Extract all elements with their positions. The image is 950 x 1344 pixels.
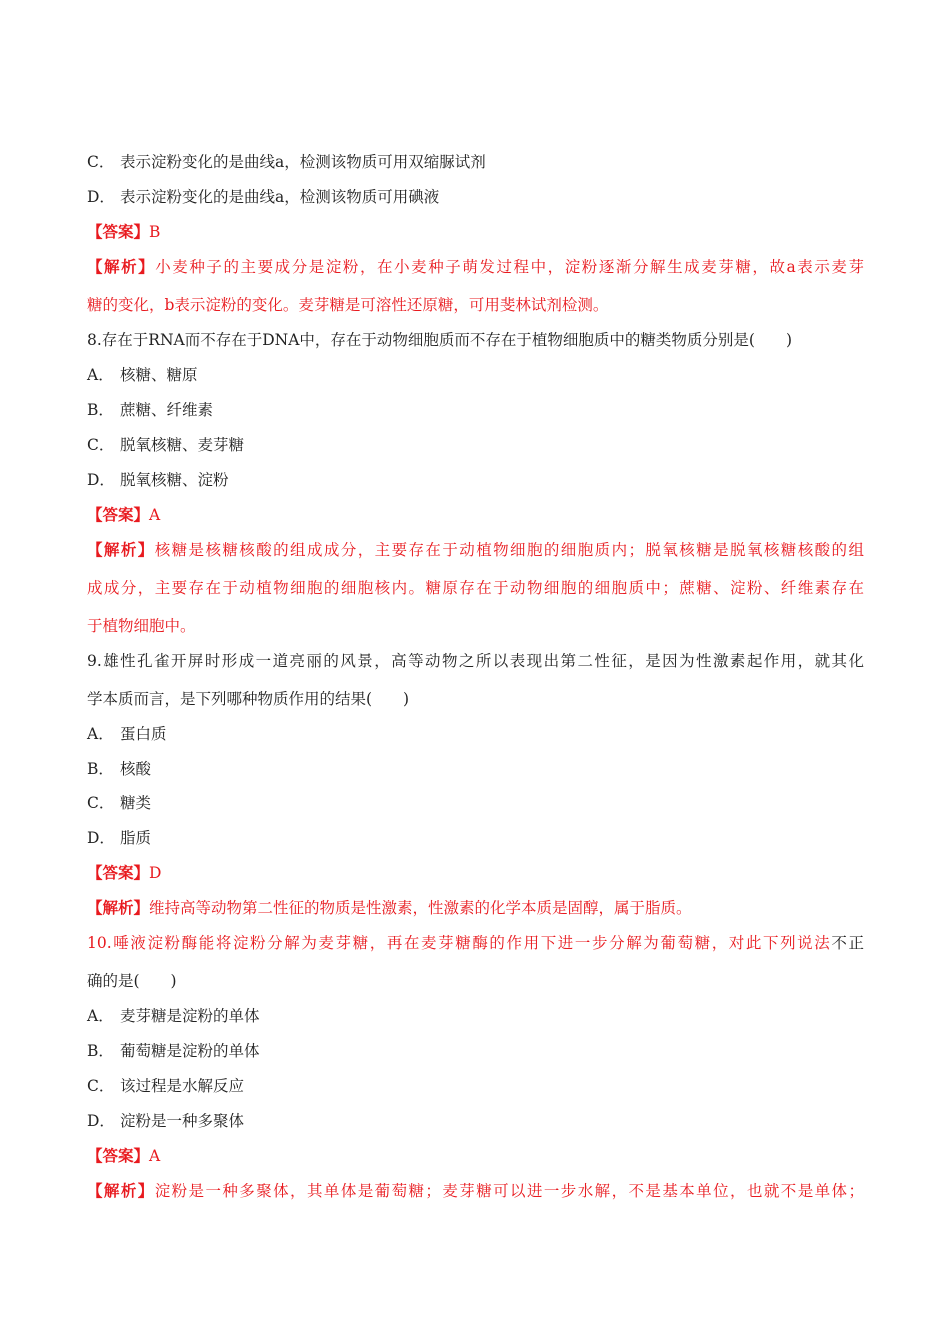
analysis-text: 淀粉是一种多聚体，其单体是葡萄糖；麦芽糖可以进一步水解，不是基本单位，也就不是单体； (154, 1182, 864, 1200)
option-d (87, 828, 151, 848)
analysis-line (87, 1181, 864, 1201)
option-text: 表示淀粉变化的是曲线a，检测该物质可用双缩脲试剂 (120, 153, 486, 171)
option-label: D． (87, 1112, 115, 1130)
option-b (87, 759, 151, 779)
answer-value: B (149, 223, 161, 241)
option-text: 表示淀粉变化的是曲线a，检测该物质可用碘液 (120, 188, 440, 206)
option-text: 核酸 (120, 760, 152, 778)
option-label: C． (87, 794, 115, 812)
answer-value: A (149, 1147, 161, 1165)
analysis-tag: 【解析】 (87, 899, 150, 917)
analysis-tag: 【解析】 (87, 541, 155, 559)
analysis-line: 糖的变化，b表示淀粉的变化。麦芽糖是可溶性还原糖，可用斐林试剂检测。 (87, 296, 609, 314)
answer-value: A (149, 506, 161, 524)
answer-line (87, 1146, 160, 1166)
analysis-text: 维持高等动物第二性征的物质是性激素，性激素的化学本质是固醇，属于脂质。 (149, 899, 692, 917)
answer-value: D (149, 864, 162, 882)
option-text: 糖类 (120, 794, 152, 812)
question-stem: 确的是( ) (87, 972, 177, 990)
option-text: 脱氧核糖、麦芽糖 (120, 436, 245, 454)
option-c (87, 1076, 244, 1096)
option-text: 脱氧核糖、淀粉 (120, 471, 229, 489)
stem-text: 10.唾液淀粉酶能将淀粉分解为麦芽糖，再在麦芽糖酶的作用下进一步分解为葡萄糖，对此下列说法 (87, 934, 832, 952)
answer-tag: 【答案】 (87, 223, 150, 241)
option-text: 脂质 (120, 829, 152, 847)
question-stem: 学本质而言，是下列哪种物质作用的结果( ) (87, 690, 410, 708)
answer-tag: 【答案】 (87, 1147, 150, 1165)
option-c (87, 793, 151, 813)
answer-line (87, 222, 160, 242)
option-b (87, 400, 213, 420)
option-label: D． (87, 188, 115, 206)
question-stem: 8.存在于RNA而不存在于DNA中，存在于动物细胞质而不存在于植物细胞质中的糖类物质分别是( ) (87, 331, 792, 349)
answer-line (87, 505, 160, 525)
analysis-line (87, 257, 864, 277)
option-a (87, 365, 198, 385)
option-text: 蔗糖、纤维素 (120, 401, 214, 419)
analysis-tag: 【解析】 (87, 258, 156, 276)
option-d (87, 470, 229, 490)
answer-tag: 【答案】 (87, 506, 150, 524)
option-label: B． (87, 760, 114, 778)
answer-tag: 【答案】 (87, 864, 150, 882)
option-text: 淀粉是一种多聚体 (120, 1112, 245, 1130)
analysis-line (87, 898, 692, 918)
option-text: 该过程是水解反应 (120, 1077, 245, 1095)
option-text: 葡萄糖是淀粉的单体 (120, 1042, 260, 1060)
stem-emphasis: 不正 (831, 934, 864, 952)
option-d (87, 187, 439, 207)
option-label: C． (87, 153, 115, 171)
option-label: B． (87, 401, 114, 419)
analysis-line (87, 540, 864, 560)
option-text: 蛋白质 (120, 725, 167, 743)
analysis-line: 于植物细胞中。 (87, 617, 196, 635)
option-b (87, 1041, 260, 1061)
analysis-text: 核糖是核糖核酸的组成成分，主要存在于动植物细胞的细胞质内；脱氧核糖是脱氧核糖核酸的组 (154, 541, 864, 559)
option-c (87, 435, 244, 455)
option-text: 麦芽糖是淀粉的单体 (120, 1007, 260, 1025)
option-a (87, 724, 167, 744)
answer-line (87, 863, 161, 883)
option-label: D． (87, 471, 115, 489)
option-a (87, 1006, 260, 1026)
option-label: B． (87, 1042, 114, 1060)
option-c (87, 152, 486, 172)
option-d (87, 1111, 244, 1131)
option-label: D． (87, 829, 115, 847)
question-stem: 9.雄性孔雀开屏时形成一道亮丽的风景，高等动物之所以表现出第二性征，是因为性激素起作用，就其化 (87, 652, 864, 670)
option-label: A． (87, 1007, 114, 1025)
analysis-line: 成成分，主要存在于动植物细胞的细胞核内。糖原存在于动物细胞的细胞质中；蔗糖、淀粉、纤维素存在 (87, 579, 864, 597)
option-text: 核糖、糖原 (120, 366, 198, 384)
option-label: C． (87, 1077, 115, 1095)
question-stem (87, 933, 864, 953)
option-label: A． (87, 725, 114, 743)
analysis-tag: 【解析】 (87, 1182, 155, 1200)
option-label: A． (87, 366, 114, 384)
analysis-text: 小麦种子的主要成分是淀粉，在小麦种子萌发过程中，淀粉逐渐分解生成麦芽糖，故a表示麦芽 (155, 258, 864, 276)
option-label: C． (87, 436, 115, 454)
